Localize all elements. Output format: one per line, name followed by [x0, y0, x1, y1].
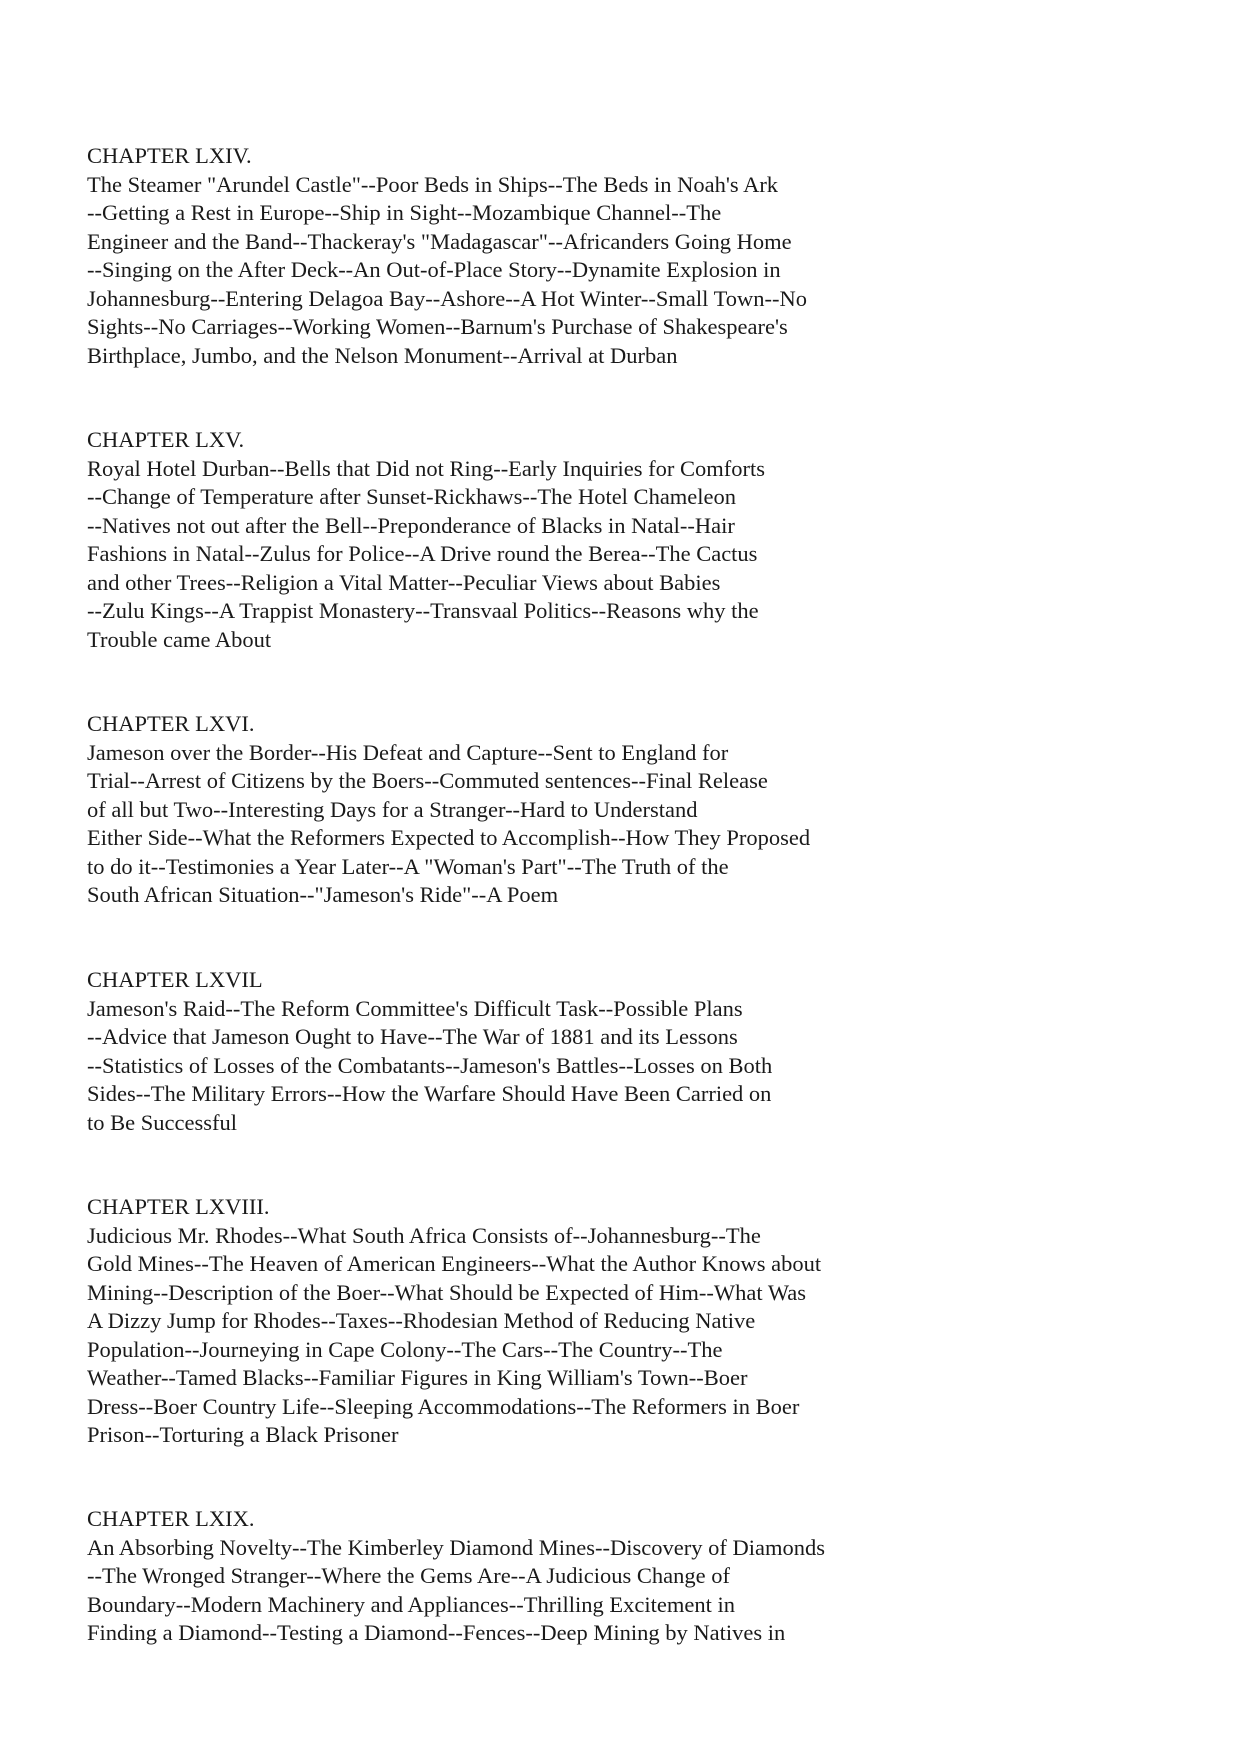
chapter-summary-line: Boundary--Modern Machinery and Appliances--Thrilling Excitement in	[87, 1591, 735, 1617]
chapter-summary-line: --Getting a Rest in Europe--Ship in Sight--Mozambique Channel--The	[87, 200, 722, 225]
chapter-summary-line: Gold Mines--The Heaven of American Engineers--What the Author Knows about	[87, 1251, 822, 1276]
chapter-summary-line: --The Wronged Stranger--Where the Gems Are--A Judicious Change of	[87, 1563, 731, 1588]
chapter-lxvii	[87, 966, 1087, 1137]
chapter-lxv	[87, 426, 1087, 654]
chapter-summary-line: Johannesburg--Entering Delagoa Bay--Ashore--A Hot Winter--Small Town--No	[87, 285, 808, 311]
chapter-summary-line: Dress--Boer Country Life--Sleeping Accommodations--The Reformers in Boer	[87, 1393, 800, 1419]
chapter-summary-line: Fashions in Natal--Zulus for Police--A Drive round the Berea--The Cactus	[87, 541, 758, 566]
chapter-summary-line: Sights--No Carriages--Working Women--Barnum's Purchase of Shakespeare's	[87, 314, 788, 339]
chapter-summary-line: Birthplace, Jumbo, and the Nelson Monument--Arrival at Durban	[87, 342, 678, 368]
chapter-title: CHAPTER LXVIII.	[87, 1194, 270, 1219]
chapter-title: CHAPTER LXVIL	[87, 967, 263, 992]
chapter-summary-line: Royal Hotel Durban--Bells that Did not Ring--Early Inquiries for Comforts	[87, 455, 765, 481]
chapter-summary-line: --Natives not out after the Bell--Preponderance of Blacks in Natal--Hair	[87, 512, 735, 538]
chapter-summary-line: The Steamer "Arundel Castle"--Poor Beds in Ships--The Beds in Noah's Ark	[87, 171, 779, 197]
chapter-lxvi	[87, 710, 1087, 910]
chapter-summary-line: --Zulu Kings--A Trappist Monastery--Transvaal Politics--Reasons why the	[87, 598, 759, 623]
chapter-lxix	[87, 1505, 1087, 1648]
chapter-title: CHAPTER LXIV.	[87, 143, 252, 168]
chapter-summary-line: South African Situation--"Jameson's Ride"--A Poem	[87, 882, 559, 907]
chapter-summary-line: Engineer and the Band--Thackeray's "Madagascar"--Africanders Going Home	[87, 228, 792, 254]
chapter-title: CHAPTER LXVI.	[87, 711, 255, 736]
chapter-summary-line: Either Side--What the Reformers Expected to Accomplish--How They Proposed	[87, 825, 811, 850]
chapter-title: CHAPTER LXIX.	[87, 1506, 255, 1531]
chapter-summary-line: Trial--Arrest of Citizens by the Boers--Commuted sentences--Final Release	[87, 768, 768, 793]
chapter-summary-line: to do it--Testimonies a Year Later--A "Woman's Part"--The Truth of the	[87, 853, 729, 879]
chapter-summary-line: Jameson's Raid--The Reform Committee's Difficult Task--Possible Plans	[87, 995, 743, 1021]
chapter-summary-line: Finding a Diamond--Testing a Diamond--Fences--Deep Mining by Natives in	[87, 1620, 786, 1645]
chapter-summary-line: Judicious Mr. Rhodes--What South Africa Consists of--Johannesburg--The	[87, 1222, 761, 1248]
chapter-summary-line: Population--Journeying in Cape Colony--The Cars--The Country--The	[87, 1336, 723, 1362]
chapter-summary-line: A Dizzy Jump for Rhodes--Taxes--Rhodesian Method of Reducing Native	[87, 1308, 756, 1333]
chapter-lxviii	[87, 1193, 1087, 1450]
chapter-summary-line: --Singing on the After Deck--An Out-of-Place Story--Dynamite Explosion in	[87, 257, 781, 282]
chapter-summary-line: of all but Two--Interesting Days for a Stranger--Hard to Understand	[87, 796, 698, 822]
chapter-summary-line: Sides--The Military Errors--How the Warfare Should Have Been Carried on	[87, 1081, 772, 1106]
chapter-summary-line: Trouble came About	[87, 626, 272, 652]
chapter-summary-line: and other Trees--Religion a Vital Matter--Peculiar Views about Babies	[87, 569, 721, 595]
chapter-summary-line: Jameson over the Border--His Defeat and Capture--Sent to England for	[87, 739, 729, 765]
chapter-lxiv	[87, 142, 1087, 370]
chapter-summary-line: to Be Successful	[87, 1109, 237, 1135]
chapter-summary-line: Prison--Torturing a Black Prisoner	[87, 1422, 399, 1447]
chapter-summary-line: --Statistics of Losses of the Combatants--Jameson's Battles--Losses on Both	[87, 1052, 773, 1078]
chapter-summary-line: An Absorbing Novelty--The Kimberley Diamond Mines--Discovery of Diamonds	[87, 1534, 825, 1560]
chapter-summary-line: Mining--Description of the Boer--What Should be Expected of Him--What Was	[87, 1279, 807, 1305]
chapter-summary-line: Weather--Tamed Blacks--Familiar Figures in King William's Town--Boer	[87, 1365, 748, 1390]
chapter-summary-line: --Change of Temperature after Sunset-Rickhaws--The Hotel Chameleon	[87, 484, 737, 509]
chapter-summary-line: --Advice that Jameson Ought to Have--The War of 1881 and its Lessons	[87, 1024, 738, 1049]
chapter-title: CHAPTER LXV.	[87, 427, 245, 452]
